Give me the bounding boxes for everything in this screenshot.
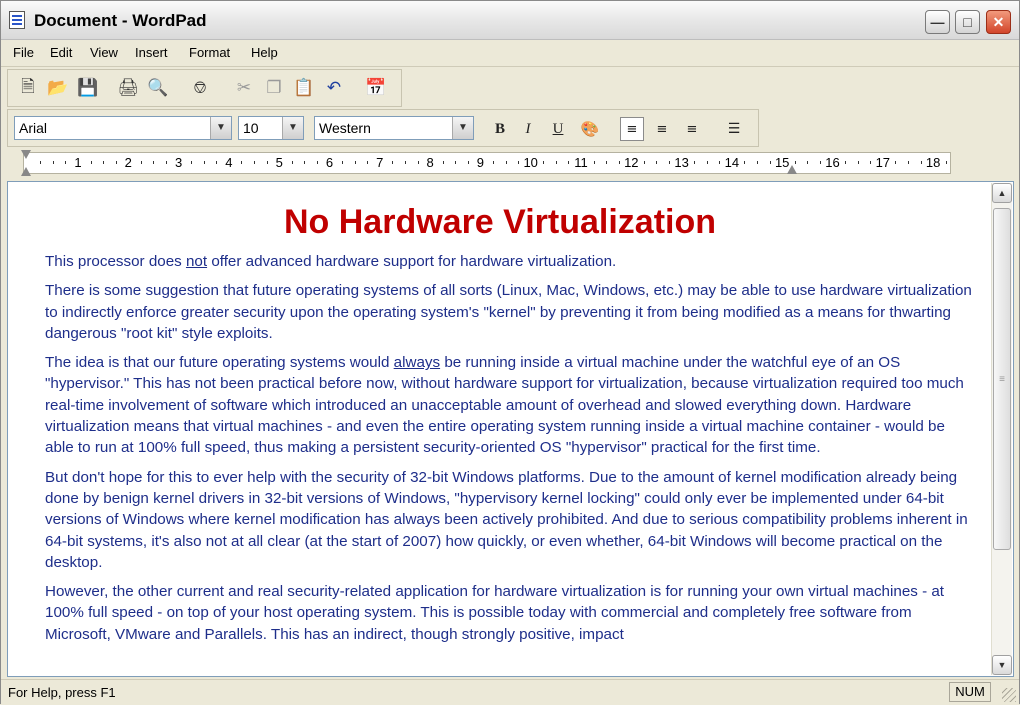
ruler-tick (543, 161, 544, 164)
ruler-tick (443, 161, 444, 164)
font-size-value: 10 (243, 120, 259, 136)
ruler-tick (267, 161, 268, 164)
script-value: Western (319, 120, 371, 136)
ruler-number: 2 (124, 155, 132, 170)
ruler-tick (518, 161, 519, 164)
align-right-icon: ≡ (686, 121, 698, 137)
ruler-number: 15 (774, 155, 790, 170)
binoculars-icon: ⎊ (193, 78, 207, 97)
ruler-tick (405, 161, 406, 164)
maximize-icon: □ (963, 14, 972, 30)
ruler-tick (619, 161, 620, 164)
close-button[interactable] (986, 10, 1011, 34)
resize-grip-icon[interactable] (1002, 688, 1016, 702)
ruler-tick (606, 161, 607, 164)
align-center-button[interactable] (650, 117, 674, 141)
paste-icon: 📋 (293, 78, 315, 97)
ruler-tick (707, 161, 708, 164)
print-preview-button[interactable] (146, 76, 170, 100)
copy-icon: ❐ (266, 78, 282, 97)
bold-button[interactable]: B (494, 120, 505, 137)
font-size-select[interactable] (238, 116, 304, 140)
minimize-button[interactable] (925, 10, 950, 34)
document-area[interactable] (7, 181, 1014, 677)
scroll-down-button[interactable] (992, 655, 1012, 675)
paragraph-2: There is some suggestion that future operating systems of all sorts (Linux, Mac, Windows, etc.) may be able to use hardware virtualization to indirectly enforce greater security upon the operating system's "kernel" by preventing it from being modified as a means for thwarting dangerous "root kit" style exploits. (45, 282, 972, 342)
menu-insert[interactable]: Insert (135, 45, 168, 60)
ruler-tick (153, 161, 154, 164)
script-select[interactable] (314, 116, 474, 140)
status-bar (1, 679, 1019, 705)
date-time-icon: 📅 (365, 78, 387, 97)
paragraph-3 (45, 352, 977, 458)
ruler-tick (53, 161, 54, 164)
paragraph-1 (45, 251, 977, 272)
color-button[interactable] (578, 117, 602, 141)
p1-text-b: not (185, 253, 208, 270)
color-palette-icon: 🎨 (580, 121, 600, 138)
grip-icon: ≡ (999, 373, 1005, 385)
open-folder-icon: 📂 (47, 78, 69, 97)
ruler-tick (91, 161, 92, 164)
underline-button[interactable]: U (552, 120, 564, 137)
ruler-tick (694, 161, 695, 164)
ruler-tick (870, 161, 871, 164)
ruler-tick (40, 161, 41, 164)
ruler-tick (468, 161, 469, 164)
ruler-tick (568, 161, 569, 164)
undo-icon: ↶ (326, 78, 342, 97)
chevron-up-icon: ▲ (997, 188, 1007, 198)
ruler-tick (392, 161, 393, 164)
ruler-tick (292, 161, 293, 164)
ruler-number: 6 (325, 155, 334, 170)
p3-text-c: be running inside a virtual machine under the watchful eye of an OS "hypervisor." This has not been practical before now, without hardware support for virtualization, because virtualization required too much real-time involvement of software which introduced an unacceptable amount of overhead and slowed everything down. Hardware virtualization means that virtual machines - and even the entire operating system running inside a virtual machine container - would be able to run at 100% full speed, thus making a persistent security-oriented OS "hypervisor" practical for the first time. (45, 354, 964, 457)
window-title: Document - WordPad (34, 11, 207, 30)
open-button[interactable] (46, 76, 70, 100)
ruler-tick (141, 161, 142, 164)
menu-bar (1, 40, 1019, 67)
align-right-button[interactable] (680, 117, 704, 141)
save-icon: 💾 (77, 78, 99, 97)
document-heading: No Hardware Virtualization (283, 203, 717, 241)
ruler-tick (656, 161, 657, 164)
left-indent-marker[interactable] (21, 167, 31, 176)
ruler-number: 1 (74, 155, 82, 170)
format-toolbar (7, 109, 759, 147)
paragraph-5: However, the other current and real security-related application for hardware virtualization is for running your own virtual machines - at 100% full speed - on top of your host operating system. This is possible today with commercial and completely free software from Microsoft, VMware and Parallels. This has an indirect, though strongly positive, impact (45, 583, 945, 643)
ruler-tick (342, 161, 343, 164)
ruler-number: 9 (476, 155, 485, 170)
chevron-down-icon[interactable]: ▼ (210, 117, 231, 139)
insert-date-time-button[interactable] (364, 76, 388, 100)
ruler[interactable] (23, 152, 951, 174)
ruler-tick (191, 161, 192, 164)
find-button[interactable] (188, 76, 212, 100)
paste-button[interactable] (292, 76, 316, 100)
ruler-tick (103, 161, 104, 164)
ruler-number: 11 (574, 155, 588, 170)
ruler-tick (304, 161, 305, 164)
ruler-number: 16 (825, 155, 840, 170)
chevron-down-icon: ▼ (997, 660, 1007, 670)
chevron-down-icon[interactable]: ▼ (282, 117, 303, 139)
ruler-tick (506, 161, 507, 164)
minimize-icon: — (930, 14, 945, 30)
maximize-button[interactable] (955, 10, 980, 34)
menu-edit[interactable]: Edit (50, 45, 73, 60)
ruler-tick (795, 161, 796, 164)
menu-view[interactable]: View (90, 45, 118, 60)
right-indent-marker[interactable] (787, 165, 797, 174)
printer-icon: 🖨 (117, 78, 139, 97)
scissors-icon: ✂ (236, 78, 252, 97)
ruler-number: 10 (523, 155, 538, 170)
ruler-tick (807, 161, 808, 164)
ruler-number: 12 (624, 155, 639, 170)
ruler-tick (367, 161, 368, 164)
new-document-icon: 🗎 (21, 76, 35, 96)
ruler-tick (418, 161, 419, 164)
ruler-tick (493, 161, 494, 164)
document-content[interactable] (9, 183, 991, 675)
ruler-number: 4 (225, 155, 233, 170)
print-button[interactable] (116, 76, 140, 100)
new-button[interactable] (16, 76, 40, 100)
copy-button[interactable] (262, 76, 286, 100)
ruler-tick (921, 161, 922, 164)
ruler-tick (908, 161, 909, 164)
p1-text-c: offer advanced hardware support for hardware virtualization. (207, 253, 617, 270)
menu-file[interactable]: File (13, 45, 34, 60)
close-icon: ✕ (992, 13, 1005, 30)
ruler-number: 13 (674, 155, 689, 170)
ruler-tick (895, 161, 896, 164)
first-line-indent-marker[interactable] (21, 150, 31, 159)
status-help-text: For Help, press F1 (8, 685, 116, 700)
wordpad-app-icon[interactable] (9, 11, 25, 29)
ruler-tick (744, 161, 745, 164)
ruler-number: 8 (426, 155, 434, 170)
ruler-tick (594, 161, 595, 164)
ruler-tick (669, 161, 670, 164)
ruler-tick (770, 161, 771, 164)
standard-toolbar (7, 69, 402, 107)
vertical-scrollbar[interactable] (991, 183, 1012, 675)
scroll-thumb[interactable] (993, 208, 1011, 550)
ruler-number: 5 (275, 155, 283, 170)
ruler-number: 7 (376, 155, 384, 170)
menu-help[interactable]: Help (251, 45, 278, 60)
p3-text-b: always (393, 354, 441, 372)
p3-text-a: The idea is that our future operating systems would (45, 354, 394, 372)
save-button[interactable] (76, 76, 100, 100)
ruler-tick (317, 161, 318, 164)
ruler-number: 14 (724, 155, 740, 170)
paragraph-4: But don't hope for this to ever help with the security of 32-bit Windows platforms. Due to the amount of kernel modification already being done by benign kernel drivers in 32-bit versions of Windows, "hypervisory kernel locking" could only ever be implemented under 64-bit versions of Windows where kernel modification has always been actively prohibited. And due to serious compatibility problems inherent in 64-bit systems, it's also not at all clear (at the start of 2007) how quickly, or even whether, 64-bit Windows will become practical on the desktop. (45, 468, 968, 571)
ruler-tick (204, 161, 205, 164)
ruler-tick (757, 161, 758, 164)
italic-button[interactable]: I (525, 120, 531, 137)
font-name-value: Arial (19, 120, 48, 136)
ruler-tick (820, 161, 821, 164)
align-left-button[interactable] (620, 117, 644, 141)
ruler-tick (116, 161, 117, 164)
undo-button[interactable] (322, 76, 346, 100)
bullet-list-icon: ☰ (727, 121, 741, 137)
align-left-icon: ≡ (626, 121, 638, 137)
ruler-tick (355, 161, 356, 164)
ruler-tick (719, 161, 720, 164)
ruler-tick (455, 161, 456, 164)
ruler-tick (946, 161, 947, 164)
ruler-number: 3 (174, 155, 183, 170)
ruler-tick (166, 161, 167, 164)
cut-button[interactable] (232, 76, 256, 100)
align-center-icon: ≡ (656, 121, 668, 137)
num-lock-indicator: NUM (949, 682, 991, 702)
bullets-button[interactable] (722, 117, 746, 141)
ruler-tick (216, 161, 217, 164)
scroll-up-button[interactable] (992, 183, 1012, 203)
ruler-tick (65, 161, 66, 164)
ruler-number: 18 (925, 155, 941, 170)
font-name-select[interactable] (14, 116, 232, 140)
ruler-tick (644, 161, 645, 164)
title-bar[interactable] (1, 1, 1019, 40)
ruler-tick (241, 161, 242, 164)
chevron-down-icon[interactable]: ▼ (452, 117, 473, 139)
ruler-tick (845, 161, 846, 164)
print-preview-icon: 🔍 (147, 78, 169, 97)
p1-text-a: This processor does (45, 253, 186, 270)
ruler-tick (254, 161, 255, 164)
ruler-tick (858, 161, 859, 164)
ruler-tick (556, 161, 557, 164)
menu-format[interactable]: Format (189, 45, 231, 60)
ruler-number: 17 (875, 155, 891, 170)
